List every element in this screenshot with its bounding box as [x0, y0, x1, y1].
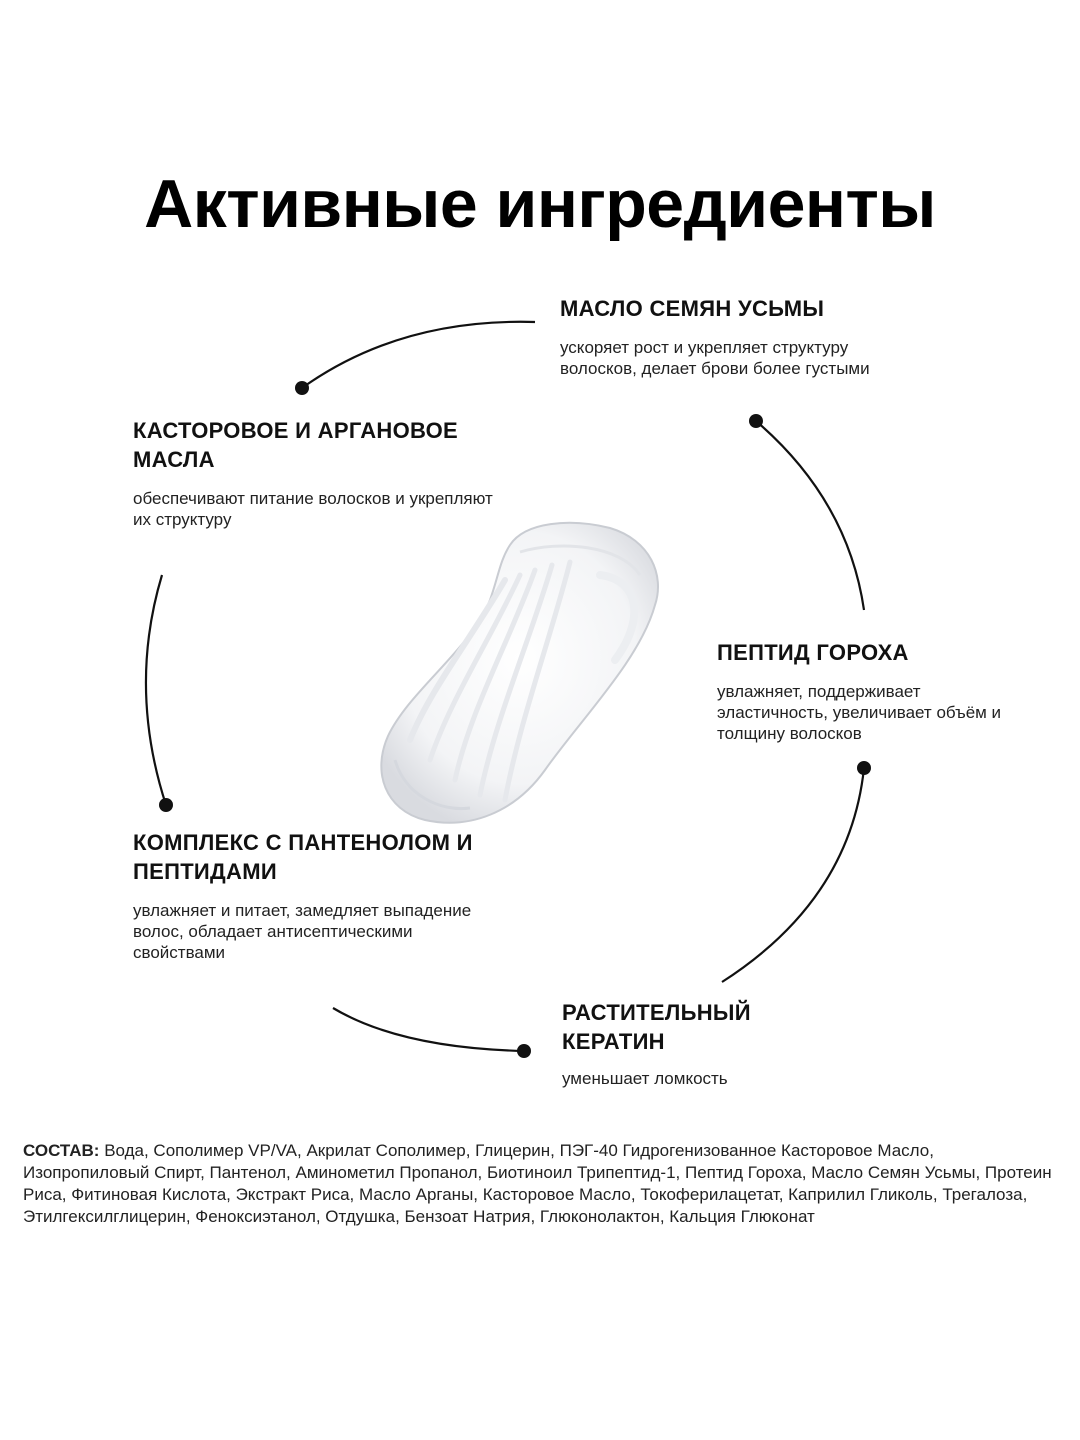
composition-label: СОСТАВ: [23, 1141, 105, 1160]
ingredient-description: обеспечивают питание волосков и укрепляют их структуру [133, 489, 493, 529]
ingredient-description: ускоряет рост и укрепляет структуру волосков, делает брови более густыми [560, 338, 870, 378]
ingredient-description: увлажняет, поддерживает эластичность, увеличивает объём и толщину волосков [717, 682, 1002, 743]
connector-arc [333, 1008, 524, 1051]
connector-dot [159, 798, 173, 812]
gel-swatch-image [381, 523, 658, 823]
ingredient-usma-oil [560, 294, 900, 379]
ingredient-pea-peptide [717, 638, 1017, 744]
composition-text [23, 1140, 1053, 1228]
ingredient-name: КАСТОРОВОЕ И АРГАНОВОЕ МАСЛА [133, 418, 459, 472]
ingredient-plant-keratin [562, 998, 822, 1089]
ingredient-description: уменьшает ломкость [562, 1069, 728, 1088]
ingredient-description: увлажняет и питает, замедляет выпадение волос, обладает антисептическими свойствами [133, 901, 472, 962]
connector-arc [302, 322, 535, 388]
ingredient-name: КОМПЛЕКС С ПАНТЕНОЛОМ И ПЕПТИДАМИ [133, 830, 473, 884]
ingredient-panthenol-complex [133, 828, 473, 963]
ingredient-name: ПЕПТИД ГОРОХА [717, 640, 909, 665]
ingredient-castor-argan-oils [133, 416, 493, 530]
connector-dot [749, 414, 763, 428]
page-title: Активные ингредиенты [144, 166, 936, 242]
composition-list: Вода, Сополимер VP/VA, Акрилат Сополимер, Глицерин, ПЭГ-40 Гидрогенизованное Касторовое Масло, Изопропиловый Спирт, Пантенол, Аминометил Пропанол, Биотиноил Трипептид-1, Пептид Гороха, Масло Семян Усьмы, Протеин Риса, Фитиновая Кислота, Экстракт Риса, Масло Арганы, Касторовое Масло, Токоферилацетат, Каприлил Гликоль, Трегалоза, Этилгексилглицерин, Феноксиэтанол, Отдушка, Бензоат Натрия, Глюконолактон, Кальция Глюконат [23, 1141, 1052, 1226]
connector-arc [146, 575, 166, 805]
ingredient-name: РАСТИТЕЛЬНЫЙ КЕРАТИН [562, 1000, 751, 1054]
connector-dot [295, 381, 309, 395]
connector-dot [857, 761, 871, 775]
ingredient-name: МАСЛО СЕМЯН УСЬМЫ [560, 296, 825, 321]
connector-arc [722, 768, 864, 982]
connector-dot [517, 1044, 531, 1058]
connector-arc [756, 421, 864, 610]
